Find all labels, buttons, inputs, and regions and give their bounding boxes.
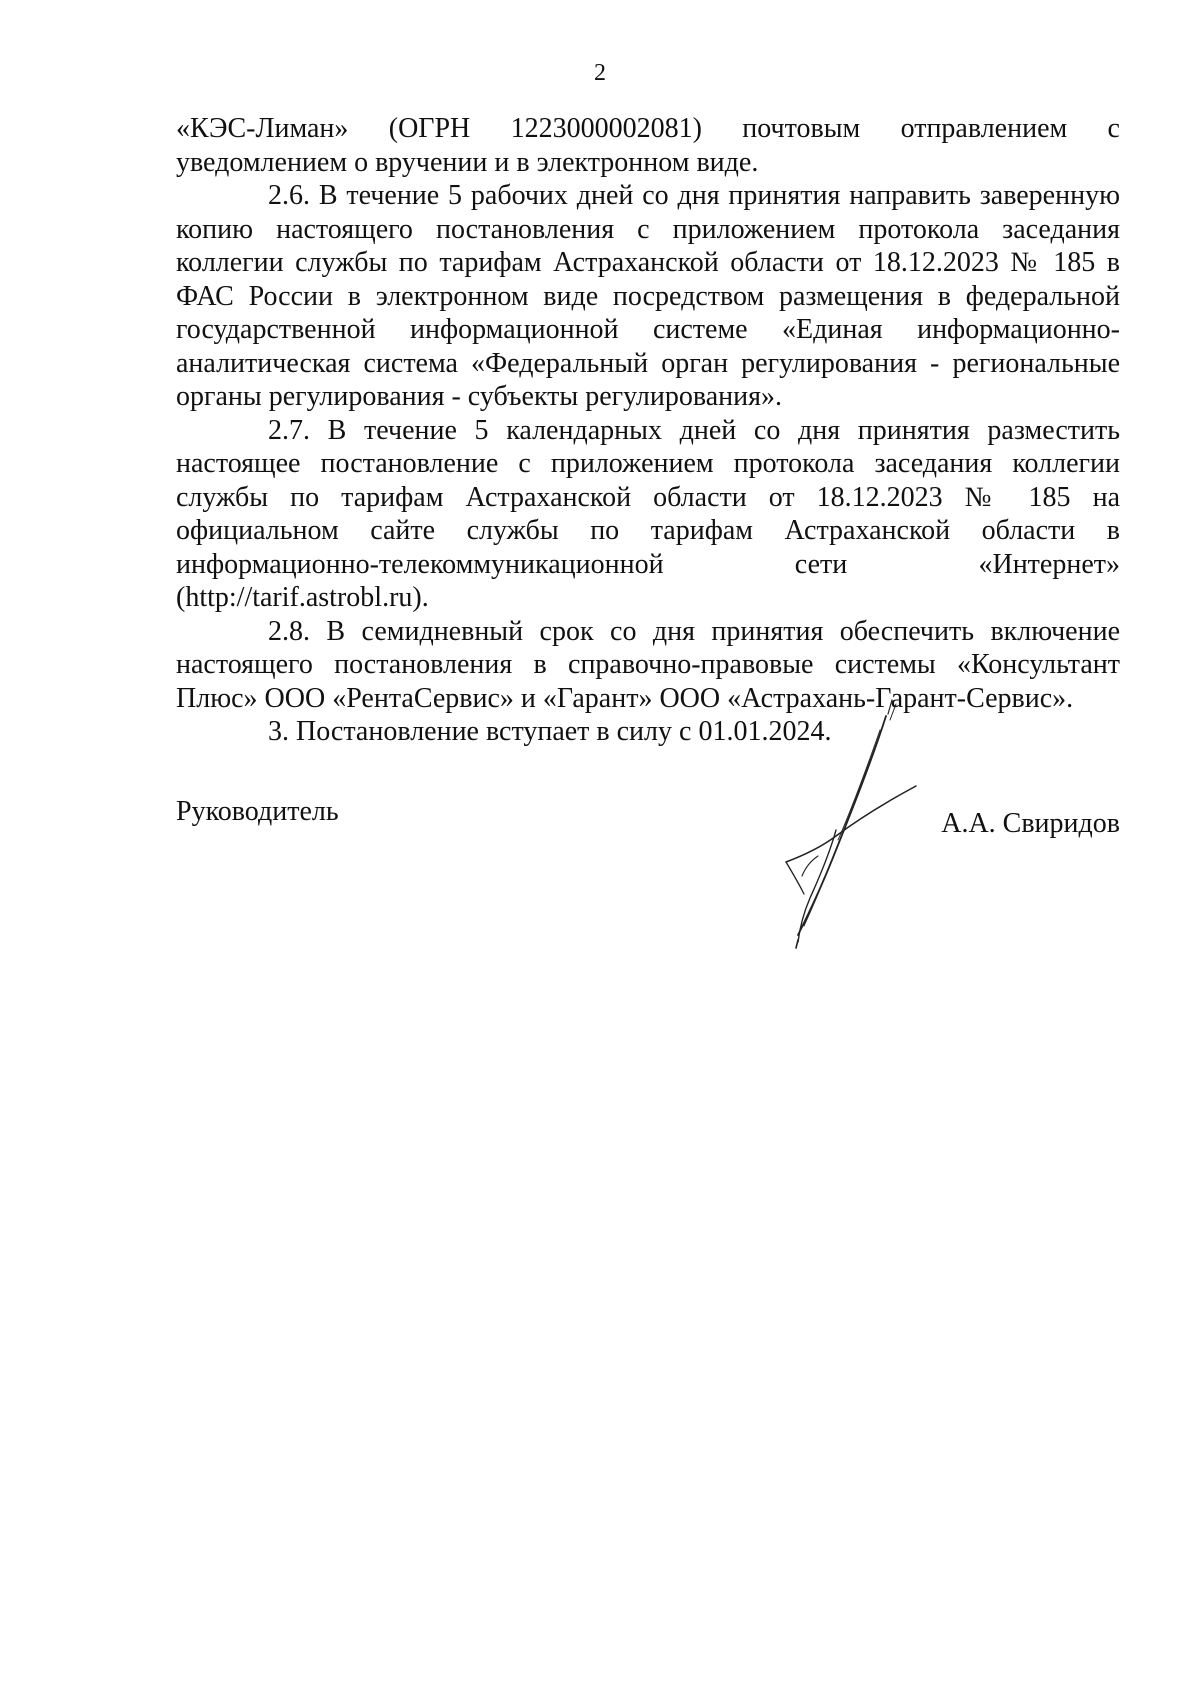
signer-role: Руководитель	[176, 796, 339, 827]
paragraph-continuation: «КЭС-Лиман» (ОГРН 1223000002081) почтовым отправлением с уведомлением о вручении и в электронном виде.	[176, 113, 1120, 178]
paragraph-2-8: 2.8. В семидневный срок со дня принятия обеспечить включение настоящего постановления в справочно-правовые системы «Консультант Плюс» ООО «РентаСервис» и «Гарант» ООО «Астрахань-Гарант-Сервис».	[176, 615, 1120, 714]
handwritten-signature	[740, 690, 930, 950]
paragraph-2-7: 2.7. В течение 5 календарных дней со дня принятия разместить настоящее постановление с приложением протокола заседания коллегии службы по тарифам Астраханской области от 18.12.2023 № 185 на официальном сайте службы по тарифам Астраханской области в информационно-телекоммуникационной сети «Интернет» (http://tarif.astrobl.ru).	[176, 414, 1120, 613]
signer-name: А.А. Свиридов	[941, 808, 1120, 839]
signature-block	[176, 795, 1120, 839]
paragraph-2-6: 2.6. В течение 5 рабочих дней со дня принятия направить заверенную копию настоящего постановления с приложением протокола заседания коллегии службы по тарифам Астраханской области от 18.12.2023 № 185 в ФАС России в электронном виде посредством размещения в федеральной государственной информационной системе «Единая информационно-аналитическая система «Федеральный орган регулирования - региональные органы регулирования - субъекты регулирования».	[176, 180, 1120, 412]
paragraph-3: 3. Постановление вступает в силу с 01.01.2024.	[268, 716, 832, 747]
document-body	[176, 112, 1120, 749]
page-number: 2	[594, 60, 606, 86]
